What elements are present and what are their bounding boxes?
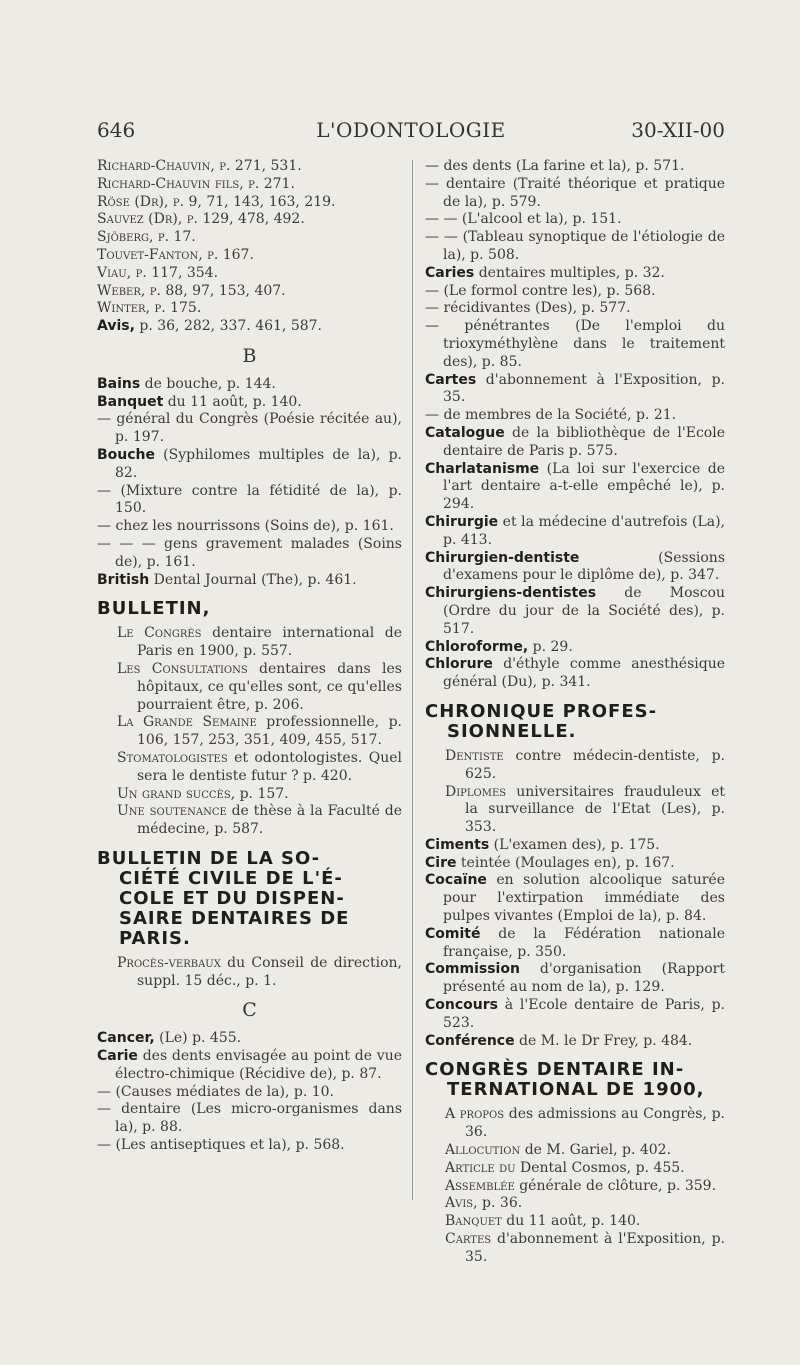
item-lead: Article du bbox=[445, 1159, 516, 1176]
item-lead: Avis, bbox=[445, 1195, 478, 1212]
entry-text: à l'Ecole dentaire de Paris, p. 523. bbox=[443, 997, 725, 1031]
subsection-item bbox=[97, 661, 402, 714]
item-text: contre médecin-dentiste, p. 625. bbox=[465, 747, 725, 782]
entry-text: Dental Journal (The), p. 461. bbox=[149, 571, 357, 588]
item-text: des admissions au Congrès, p. 36. bbox=[465, 1106, 725, 1141]
item-text: de thèse à la Faculté de médecine, p. 587. bbox=[137, 803, 403, 838]
index-entry bbox=[97, 536, 402, 572]
entry-headword: Ciments bbox=[425, 836, 490, 853]
index-entry bbox=[425, 585, 725, 638]
section-heading-congres bbox=[425, 1060, 725, 1100]
item-text: du 11 août, p. 140. bbox=[501, 1213, 641, 1230]
section-heading-bulletin-societe bbox=[97, 849, 402, 949]
index-entry bbox=[425, 265, 725, 283]
author-entry bbox=[97, 229, 402, 247]
subsection-item bbox=[425, 784, 725, 837]
author-entry bbox=[97, 194, 402, 212]
index-entry bbox=[97, 1137, 402, 1155]
entry-headword: Bains bbox=[97, 375, 141, 392]
subsection-item bbox=[97, 750, 402, 786]
index-entry bbox=[425, 318, 725, 371]
section-heading-chronique bbox=[425, 702, 725, 742]
author-text: Weber, p. 88, 97, 153, 407. bbox=[97, 282, 286, 299]
right-entries-top bbox=[425, 158, 725, 692]
entry-text: et la médecine d'autrefois (La), p. 413. bbox=[443, 513, 725, 548]
item-text: du Conseil de direction, suppl. 15 déc., p. 1. bbox=[137, 954, 402, 989]
chronique-items bbox=[425, 748, 725, 837]
heading-line: COLE ET DU DISPEN- bbox=[119, 887, 345, 909]
item-lead: Un grand succès, bbox=[117, 785, 236, 802]
item-lead: Le Congrès bbox=[117, 625, 202, 642]
entry-text: des dents envisagée au point de vue électro-chimique (Récidive de), p. 87. bbox=[115, 1048, 402, 1082]
entry-headword: Avis, bbox=[97, 318, 135, 335]
entry-headword: Banquet bbox=[97, 393, 164, 410]
subsection-item bbox=[425, 1213, 725, 1231]
index-entry bbox=[425, 639, 725, 657]
entry-text: de Moscou (Ordre du jour de la Société des), p. 517. bbox=[443, 585, 725, 637]
author-text: Sauvez (Dr), p. 129, 478, 492. bbox=[97, 211, 305, 228]
entry-text: p. 36, 282, 337. 461, 587. bbox=[134, 318, 322, 335]
entry-headword: Chloroforme, bbox=[425, 638, 529, 655]
heading-line: CONGRÈS DENTAIRE IN- bbox=[425, 1059, 685, 1081]
item-lead: Procès-verbaux bbox=[117, 954, 221, 971]
item-lead: A propos bbox=[445, 1106, 505, 1123]
entry-text: — général du Congrès (Poésie récitée au), p. 197. bbox=[97, 411, 402, 446]
issue-date: 30-XII-00 bbox=[631, 118, 725, 142]
subsection-item bbox=[97, 625, 402, 661]
entry-text: (Syphilomes multiples de la), p. 82. bbox=[115, 446, 402, 481]
heading-line: TERNATIONAL DE 1900, bbox=[447, 1079, 705, 1101]
item-lead: Dentiste bbox=[445, 747, 504, 764]
letter-heading-b: B bbox=[242, 344, 257, 367]
bulletin-items bbox=[97, 625, 402, 839]
author-entry bbox=[97, 247, 402, 265]
index-entry bbox=[425, 176, 725, 212]
index-entry bbox=[97, 518, 402, 536]
index-entry bbox=[425, 425, 725, 461]
right-column bbox=[425, 158, 725, 1267]
index-entry bbox=[97, 483, 402, 519]
author-list bbox=[97, 158, 402, 318]
author-entry bbox=[97, 158, 402, 176]
entry-text: du 11 août, p. 140. bbox=[163, 393, 302, 410]
index-entry bbox=[425, 855, 725, 873]
index-entry bbox=[425, 1033, 725, 1051]
entry-text: de bouche, p. 144. bbox=[140, 375, 276, 392]
index-entry bbox=[425, 211, 725, 229]
author-text: Richard-Chauvin, p. 271, 531. bbox=[97, 158, 302, 174]
item-text: dentaires dans les hôpitaux, ce qu'elles sont, ce qu'elles pourraient être, p. 206. bbox=[137, 660, 402, 713]
author-text: Viau, p. 117, 354. bbox=[97, 264, 219, 281]
entry-text: dentaires multiples, p. 32. bbox=[474, 264, 665, 281]
entry-text: — (Le formol contre les), p. 568. bbox=[425, 282, 656, 299]
entry-text: — — — gens gravement malades (Soins de), p. 161. bbox=[97, 535, 402, 570]
entry-headword: Cancer, bbox=[97, 1030, 155, 1047]
index-entry bbox=[97, 1084, 402, 1102]
author-entry bbox=[97, 211, 402, 229]
entry-text: d'éthyle comme anesthésique général (Du), p. 341. bbox=[443, 656, 725, 691]
entry-headword: Cocaïne bbox=[425, 872, 487, 889]
journal-title: L'ODONTOLOGIE bbox=[316, 118, 506, 142]
author-entry bbox=[97, 265, 402, 283]
entry-headword: Commission bbox=[425, 961, 520, 978]
item-lead: Assemblée bbox=[445, 1177, 515, 1194]
index-entry bbox=[425, 283, 725, 301]
entry-headword: Carie bbox=[97, 1048, 138, 1065]
entry-headword: Charlatanisme bbox=[425, 460, 540, 477]
item-lead: La Grande Semaine bbox=[117, 714, 257, 731]
entry-text: de la Fédération nationale française, p. 350. bbox=[443, 925, 725, 960]
entry-text: (Le) p. 455. bbox=[154, 1030, 242, 1047]
subsection-item bbox=[425, 1178, 725, 1196]
subsection-item bbox=[97, 803, 402, 839]
entry-headword: Chirurgiens-dentistes bbox=[425, 585, 597, 602]
author-entry bbox=[97, 283, 402, 301]
item-text: p. 157. bbox=[235, 785, 289, 802]
index-entry bbox=[97, 1101, 402, 1137]
item-text: Dental Cosmos, p. 455. bbox=[515, 1159, 685, 1176]
heading-line: CHRONIQUE PROFES- bbox=[425, 700, 658, 722]
index-entry bbox=[425, 372, 725, 408]
author-text: Röse (Dr), p. 9, 71, 143, 163, 219. bbox=[97, 193, 336, 210]
item-text: p. 36. bbox=[477, 1195, 523, 1212]
index-entry bbox=[97, 411, 402, 447]
entry-headword: Caries bbox=[425, 264, 475, 281]
index-entry bbox=[425, 300, 725, 318]
index-entry bbox=[425, 461, 725, 514]
column-divider bbox=[412, 160, 413, 1200]
item-lead: Banquet bbox=[445, 1213, 502, 1230]
b-entries bbox=[97, 376, 402, 590]
entry-text: — dentaire (Les micro-organismes dans la), p. 88. bbox=[97, 1101, 402, 1136]
index-entry bbox=[97, 394, 402, 412]
entry-text: — chez les nourrissons (Soins de), p. 161. bbox=[97, 518, 394, 535]
author-text: Winter, p. 175. bbox=[97, 300, 202, 317]
item-text: d'abonnement à l'Exposition, p. 35. bbox=[465, 1231, 725, 1265]
entry-text: (Sessions d'examens pour le diplôme de), p. 347. bbox=[443, 549, 725, 584]
item-lead: Les Consultations bbox=[117, 660, 248, 677]
entry-headword: Bouche bbox=[97, 446, 156, 463]
index-entry bbox=[97, 447, 402, 483]
index-entry bbox=[97, 572, 402, 590]
section-heading-bulletin: BULLETIN, bbox=[97, 598, 211, 620]
entry-headword: Cire bbox=[425, 854, 457, 871]
entry-text: — (Mixture contre la fétidité de la), p. 150. bbox=[97, 482, 402, 517]
index-entry bbox=[425, 997, 725, 1033]
item-lead: Cartes bbox=[445, 1231, 492, 1248]
entry-text: teintée (Moulages en), p. 167. bbox=[456, 854, 675, 871]
entry-headword: Conférence bbox=[425, 1032, 515, 1049]
entry-text: — récidivantes (Des), p. 577. bbox=[425, 300, 631, 317]
index-entry bbox=[425, 229, 725, 265]
entry-headword: Catalogue bbox=[425, 424, 505, 441]
index-entry bbox=[425, 837, 725, 855]
item-text: universitaires frauduleux et la surveillance de l'Etat (Les), p. 353. bbox=[465, 783, 725, 836]
index-entry bbox=[97, 376, 402, 394]
running-header bbox=[97, 118, 725, 148]
entry-text: — dentaire (Traité théorique et pratique de la), p. 579. bbox=[425, 175, 725, 210]
index-entry bbox=[425, 961, 725, 997]
subsection-item bbox=[425, 1231, 725, 1267]
author-entry bbox=[97, 176, 402, 194]
entry-text: d'organisation (Rapport présenté au nom de la), p. 129. bbox=[443, 961, 725, 996]
item-text: et odontologistes. Quel sera le dentiste futur ? p. 420. bbox=[137, 749, 402, 784]
index-entry bbox=[97, 1030, 402, 1048]
entry-headword: British bbox=[97, 571, 150, 588]
c-entries bbox=[97, 1030, 402, 1155]
index-entry bbox=[425, 514, 725, 550]
author-text: Touvet-Fanton, p. 167. bbox=[97, 246, 254, 263]
index-entry bbox=[425, 407, 725, 425]
entry-text: — des dents (La farine et la), p. 571. bbox=[425, 158, 685, 174]
entry-text: — (Causes médiates de la), p. 10. bbox=[97, 1083, 334, 1100]
entry-text: — — (L'alcool et la), p. 151. bbox=[425, 211, 622, 228]
entry-text: — pénétrantes (De l'emploi du trioxyméthylène dans le traitement des), p. 85. bbox=[425, 318, 725, 370]
entry-text: — (Les antiseptiques et la), p. 568. bbox=[97, 1137, 345, 1154]
item-lead: Une soutenance bbox=[117, 803, 227, 820]
item-text: de M. Gariel, p. 402. bbox=[520, 1142, 672, 1159]
index-entry bbox=[425, 550, 725, 586]
author-text: Richard-Chauvin fils, p. 271. bbox=[97, 175, 295, 192]
heading-line: SAIRE DENTAIRES DE bbox=[119, 907, 350, 929]
entry-text: de M. le Dr Frey, p. 484. bbox=[514, 1032, 693, 1049]
index-entry bbox=[425, 158, 725, 176]
entry-headword: Cartes bbox=[425, 371, 477, 388]
item-lead: Allocution bbox=[445, 1142, 521, 1159]
heading-line: SIONNELLE. bbox=[447, 720, 577, 742]
subsection-item bbox=[97, 786, 402, 804]
entry-headword: Chirurgien-dentiste bbox=[425, 549, 580, 566]
item-text: professionnelle, p. 106, 157, 253, 351, 409, 455, 517. bbox=[137, 714, 402, 749]
right-entries-mid bbox=[425, 837, 725, 1051]
congres-items bbox=[425, 1106, 725, 1266]
subsection-item bbox=[425, 1142, 725, 1160]
entry-text: d'abonnement à l'Exposition, p. 35. bbox=[443, 371, 725, 406]
index-entry bbox=[425, 656, 725, 692]
heading-line: BULLETIN DE LA SO- bbox=[97, 847, 321, 869]
subsection-item bbox=[425, 748, 725, 784]
left-column bbox=[97, 158, 402, 1155]
item-lead: Stomatologistes bbox=[117, 749, 228, 766]
entry-text: (La loi sur l'exercice de l'art dentaire a-t-elle empêché le), p. 294. bbox=[443, 460, 725, 513]
entry-text: — — (Tableau synoptique de l'étiologie de la), p. 508. bbox=[425, 229, 725, 263]
subsection-item bbox=[425, 1106, 725, 1142]
bulletin-societe-items bbox=[97, 955, 402, 991]
index-entry-avis bbox=[97, 318, 402, 336]
author-text: Sjöberg, p. 17. bbox=[97, 229, 196, 246]
item-lead: Diplomes bbox=[445, 783, 507, 800]
entry-text: — de membres de la Société, p. 21. bbox=[425, 407, 677, 424]
heading-line: PARIS. bbox=[119, 927, 191, 949]
entry-headword: Chirurgie bbox=[425, 513, 499, 530]
entry-text: de la bibliothèque de l'Ecole dentaire de Paris p. 575. bbox=[443, 424, 725, 459]
subsection-item bbox=[97, 714, 402, 750]
item-text: dentaire international de Paris en 1900, p. 557. bbox=[137, 625, 402, 660]
entry-headword: Chlorure bbox=[425, 656, 493, 673]
subsection-item bbox=[425, 1195, 725, 1213]
index-entry bbox=[425, 872, 725, 925]
page-number: 646 bbox=[97, 118, 136, 142]
author-entry bbox=[97, 300, 402, 318]
entry-text: (L'examen des), p. 175. bbox=[489, 836, 660, 853]
index-entry bbox=[97, 1048, 402, 1084]
letter-heading-c: C bbox=[242, 999, 257, 1022]
entry-headword: Concours bbox=[425, 997, 498, 1014]
heading-line: CIÉTÉ CIVILE DE L'É- bbox=[119, 867, 343, 889]
entry-headword: Comité bbox=[425, 925, 481, 942]
entry-text: en solution alcoolique saturée pour l'extirpation immédiate des pulpes vivantes (Emploi de la), p. 84. bbox=[443, 872, 725, 925]
subsection-item bbox=[97, 955, 402, 991]
subsection-item bbox=[425, 1160, 725, 1178]
item-text: générale de clôture, p. 359. bbox=[514, 1177, 717, 1194]
entry-text: p. 29. bbox=[528, 638, 573, 655]
index-entry bbox=[425, 926, 725, 962]
